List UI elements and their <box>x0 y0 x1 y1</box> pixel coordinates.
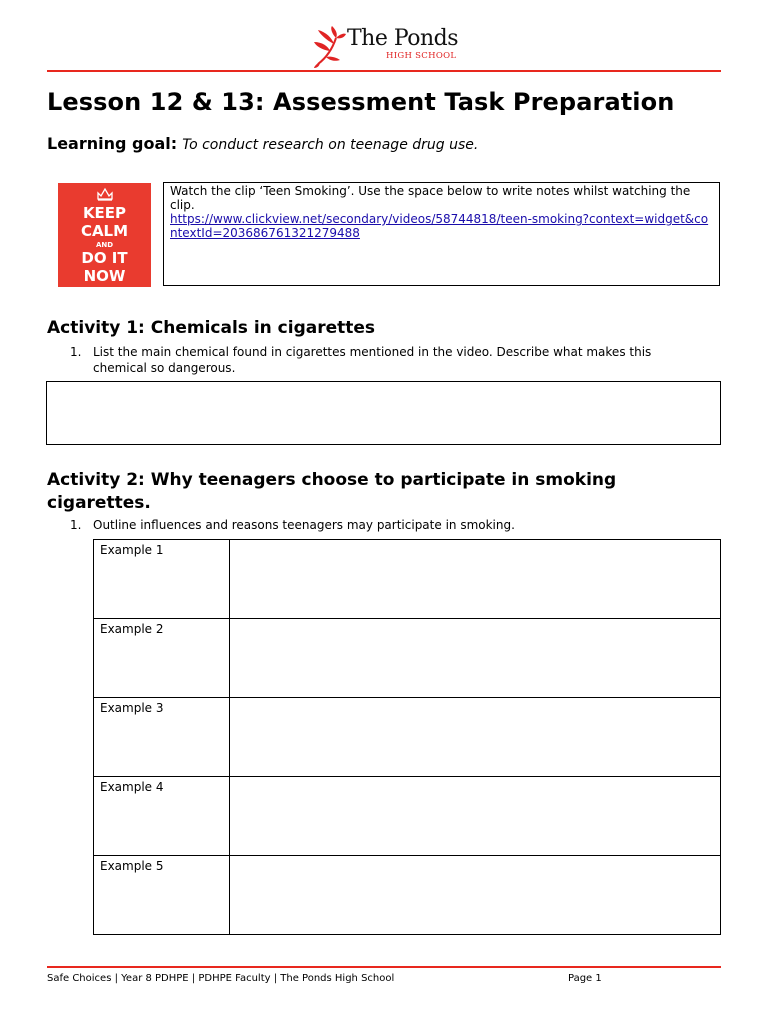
table-row <box>94 540 721 619</box>
poster-line-now: NOW <box>83 267 126 285</box>
activity2-item-number: 1. <box>70 518 82 532</box>
header-rule <box>47 70 721 72</box>
activity2-question <box>70 517 680 533</box>
example-answer-cell[interactable] <box>230 540 721 619</box>
example-answer-cell[interactable] <box>230 777 721 856</box>
logo-subtitle: HIGH SCHOOL <box>386 51 457 61</box>
poster-line-and: AND <box>95 241 114 249</box>
crown-icon <box>96 187 114 201</box>
school-logo <box>312 24 462 70</box>
activity1-item-number: 1. <box>70 345 82 359</box>
activity1-question <box>70 344 680 378</box>
example-label: Example 1 <box>94 540 230 619</box>
example-answer-cell[interactable] <box>230 619 721 698</box>
flower-icon <box>312 24 352 70</box>
example-label: Example 2 <box>94 619 230 698</box>
activity1-item-text: List the main chemical found in cigarettes mentioned in the video. Describe what makes this chemical so dangerous. <box>93 345 652 375</box>
clip-instruction: Watch the clip ‘Teen Smoking’. Use the space below to write notes whilst watching the clip. <box>170 184 691 212</box>
table-row <box>94 698 721 777</box>
table-row <box>94 856 721 935</box>
poster-line-calm: CALM <box>80 222 129 240</box>
logo-wordmark: The Ponds <box>347 26 459 51</box>
examples-table <box>93 539 721 935</box>
example-label: Example 4 <box>94 777 230 856</box>
table-row <box>94 619 721 698</box>
learning-goal-text: To conduct research on teenage drug use. <box>182 137 479 153</box>
learning-goal-label: Learning goal: <box>47 134 178 153</box>
activity1-heading: Activity 1: Chemicals in cigarettes <box>47 318 376 338</box>
keep-calm-poster <box>58 183 151 287</box>
example-label: Example 3 <box>94 698 230 777</box>
activity1-answer-box[interactable] <box>46 381 721 445</box>
page-title: Lesson 12 & 13: Assessment Task Preparation <box>47 88 675 116</box>
activity2-item-text: Outline influences and reasons teenagers may participate in smoking. <box>93 518 515 532</box>
footer-text: Safe Choices | Year 8 PDHPE | PDHPE Faculty | The Ponds High School <box>47 973 395 984</box>
poster-line-do-it: DO IT <box>81 249 128 267</box>
example-answer-cell[interactable] <box>230 856 721 935</box>
page-number: Page 1 <box>568 973 602 984</box>
clip-link[interactable]: https://www.clickview.net/secondary/videos/58744818/teen-smoking?context=widget&contextId=203686761321279488 <box>170 212 709 240</box>
example-label: Example 5 <box>94 856 230 935</box>
clip-notes-box[interactable] <box>163 182 720 286</box>
learning-goal <box>47 134 478 153</box>
footer-rule <box>47 966 721 968</box>
poster-line-keep: KEEP <box>82 204 127 222</box>
example-answer-cell[interactable] <box>230 698 721 777</box>
activity2-heading: Activity 2: Why teenagers choose to participate in smoking cigarettes. <box>47 470 617 513</box>
table-row <box>94 777 721 856</box>
